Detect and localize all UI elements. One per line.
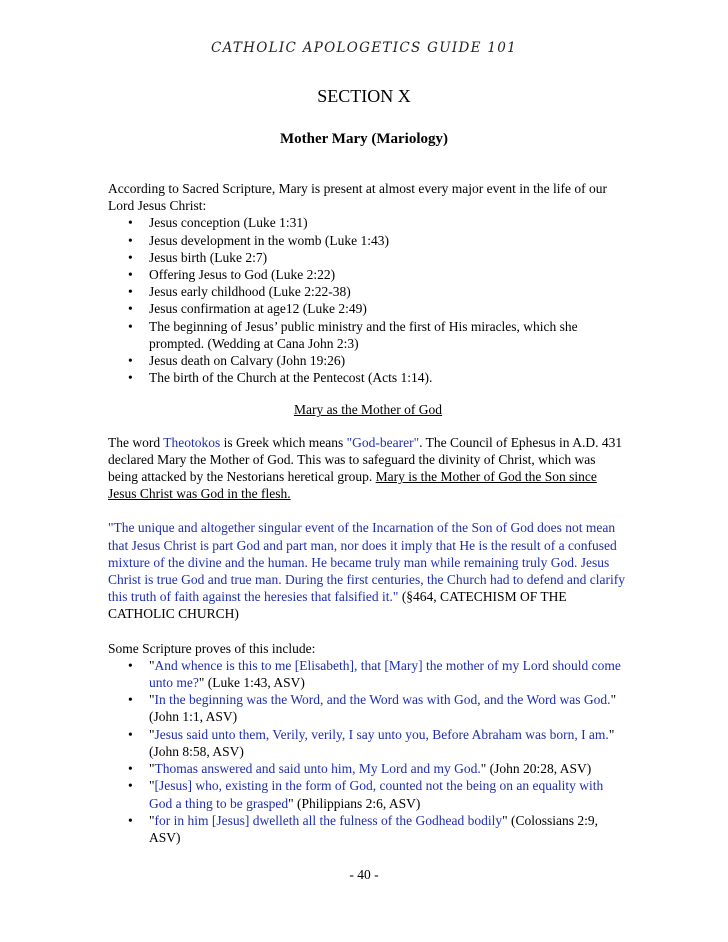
catechism-citation: (§464, CATECHISM OF THE CATHOLIC CHURCH) [108, 589, 567, 622]
bullet-icon: • [128, 370, 133, 386]
running-header: CATHOLIC APOLOGETICS GUIDE 101 [210, 40, 518, 56]
document-body [108, 180, 628, 846]
bullet-icon: • [128, 284, 133, 300]
intro-paragraph: According to Sacred Scripture, Mary is present at almost every major event in the life of our Lord Jesus Christ: [108, 181, 607, 214]
bullet-icon: • [128, 657, 133, 673]
list-item: • The birth of the Church at the Pentecost (Acts 1:14). [128, 370, 433, 386]
bullet-icon: • [128, 249, 133, 265]
bullet-icon: • [128, 301, 133, 317]
bullet-icon: • [128, 692, 133, 708]
scripture-quote: for in him [Jesus] dwelleth all the fulness of the Godhead bodily [154, 812, 503, 828]
list-item: • Jesus early childhood (Luke 2:22-38) [128, 284, 351, 300]
page-number: - 40 - [349, 867, 379, 882]
scripture-quote: And whence is this to me [Elisabeth], that [Mary] the mother of my Lord should come unto me? [149, 657, 621, 691]
proofs-intro: Some Scripture proves of this include: [108, 640, 316, 656]
list-item: • Jesus birth (Luke 2:7) [128, 249, 268, 265]
mother-of-god-statement: Mary is the Mother of God the Son since Jesus Christ was God in the flesh. [108, 469, 597, 502]
scripture-quote: Thomas answered and said unto him, My Lord and my God. [154, 761, 481, 777]
scripture-citation: " (Luke 1:43, ASV) [198, 675, 305, 691]
scripture-quote: In the beginning was the Word, and the Word was with God, and the Word was God. [154, 692, 611, 708]
bullet-icon: • [128, 267, 133, 283]
list-item: • Jesus development in the womb (Luke 1:43) [128, 232, 389, 248]
scripture-quote: Jesus said unto them, Verily, verily, I say unto you, Before Abraham was born, I am. [154, 726, 609, 742]
scripture-citation: " (John 8:58, ASV) [149, 726, 615, 759]
proofs-list [108, 657, 628, 846]
catechism-paragraph [108, 519, 628, 622]
scripture-citation: " (John 1:1, ASV) [149, 692, 617, 725]
list-item: • Jesus conception (Luke 1:31) [128, 215, 308, 231]
list-item: • "Jesus said unto them, Verily, verily, I say unto you, Before Abraham was born, I am." (John 8:58, ASV) [128, 726, 615, 759]
catechism-quote: "The unique and altogether singular event of the Incarnation of the Son of God does not mean that Jesus Christ is part God and part man, nor does it imply that He is the result of a confused mixture of the divine and the human. He became truly man while remaining truly God. Jesus Christ is true God and true man. During the first centuries, the Church had to defend and clarify this truth of faith against the heresies that falsified it." [108, 520, 625, 605]
bullet-icon: • [128, 761, 133, 777]
list-item: • "for in him [Jesus] dwelleth all the fulness of the Godhead bodily" (Colossians 2:9, ASV) [128, 812, 598, 845]
list-item: • "In the beginning was the Word, and the Word was with God, and the Word was God." (John 1:1, ASV) [128, 692, 617, 725]
events-list [108, 214, 628, 386]
list-item: • Jesus death on Calvary (John 19:26) [128, 353, 346, 369]
bullet-icon: • [128, 353, 133, 369]
theotokos-term: Theotokos [163, 434, 221, 450]
list-item: • "And whence is this to me [Elisabeth], that [Mary] the mother of my Lord should come unto me?" (Luke 1:43, ASV) [128, 657, 621, 691]
bullet-icon: • [128, 318, 133, 334]
section-title: SECTION X [317, 86, 411, 106]
theotokos-meaning: "God-bearer" [346, 434, 420, 450]
scripture-quote: [Jesus] who, existing in the form of God, counted not the being on an equality with God a thing to be grasped [149, 778, 604, 811]
bullet-icon: • [128, 726, 133, 742]
bullet-icon: • [128, 232, 133, 248]
list-item: • Jesus confirmation at age12 (Luke 2:49) [128, 301, 367, 317]
bullet-icon: • [128, 215, 133, 231]
list-item: • "Thomas answered and said unto him, My Lord and my God." (John 20:28, ASV) [128, 761, 592, 777]
list-item: • "[Jesus] who, existing in the form of God, counted not the being on an equality with God a thing to be grasped" (Philippians 2:6, ASV) [128, 778, 604, 811]
list-item: • The beginning of Jesus’ public ministry and the first of His miracles, which she prompted. (Wedding at Cana John 2:3) [128, 318, 578, 351]
scripture-citation: " (Colossians 2:9, ASV) [149, 812, 598, 845]
bullet-icon: • [128, 812, 133, 828]
mother-of-god-heading: Mary as the Mother of God [293, 402, 443, 418]
theotokos-paragraph: The word Theotokos is Greek which means "God-bearer". The Council of Ephesus in A.D. 431 declared Mary the Mother of God. This was to safeguard the divinity of Christ, which was being attacked by the Nestorians heretical group. Mary is the Mother of God the Son since Jesus Christ was God in the flesh. [108, 434, 623, 502]
list-item: • Offering Jesus to God (Luke 2:22) [128, 267, 336, 283]
section-subtitle: Mother Mary (Mariology) [280, 131, 448, 147]
scripture-citation: " (Philippians 2:6, ASV) [288, 795, 421, 811]
scripture-citation: " (John 20:28, ASV) [480, 761, 592, 777]
bullet-icon: • [128, 778, 133, 794]
